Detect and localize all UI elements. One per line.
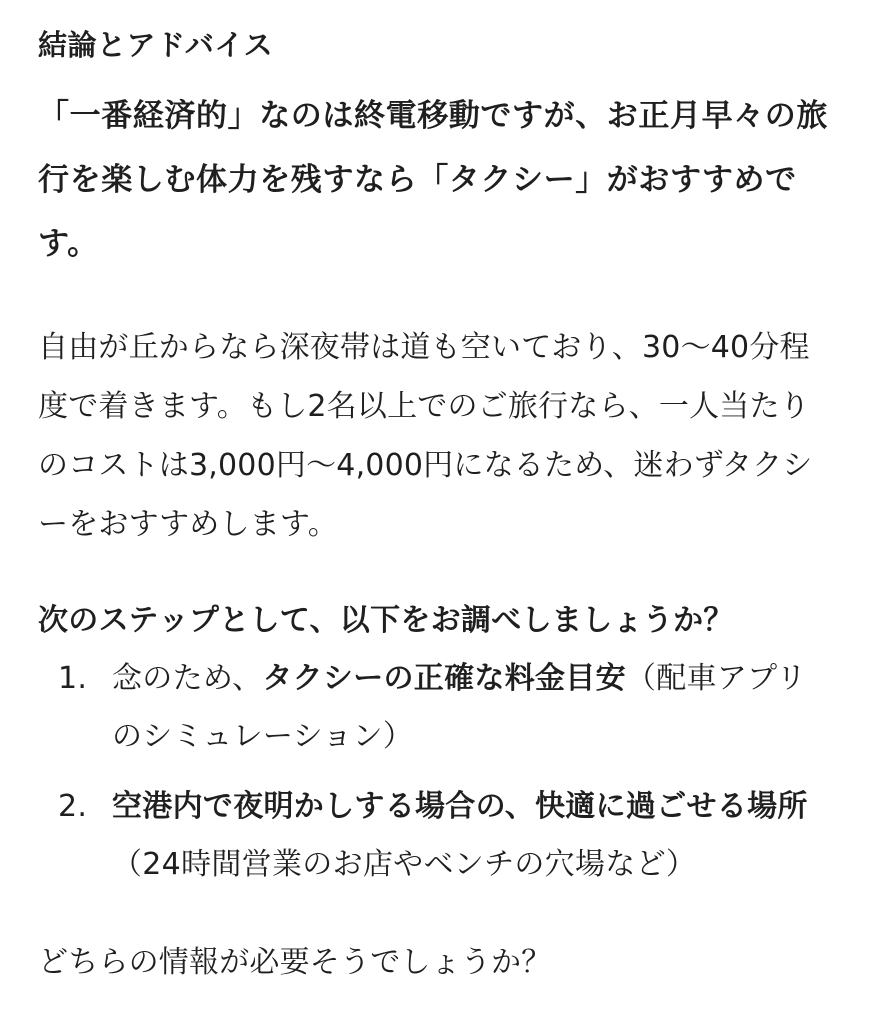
list-item-number: 2. bbox=[58, 789, 88, 824]
list-item bbox=[38, 778, 833, 894]
list-item-text bbox=[112, 650, 833, 766]
next-steps-list bbox=[38, 650, 833, 894]
body-paragraph: 自由が丘からなら深夜帯は道も空いており、30～40分程度で着きます。もし2名以上でのご旅行なら、一人当たりのコストは3,000円～4,000円になるため、迷わずタクシーをおすすめします。 bbox=[38, 330, 813, 542]
section-heading: 結論とアドバイス bbox=[38, 28, 274, 62]
list-item-bold: タクシーの正確な料金目安 bbox=[262, 661, 626, 696]
list-item-prefix: 念のため、 bbox=[112, 661, 263, 696]
list-item-suffix: （配車アプリのシミュレーション） bbox=[112, 661, 807, 754]
list-item bbox=[38, 650, 833, 766]
lead-paragraph: 「一番経済的」なのは終電移動ですが、お正月早々の旅行を楽しむ体力を残すなら「タクシー」がおすすめです。 bbox=[38, 98, 828, 262]
list-item-text bbox=[112, 778, 833, 894]
list-item-number: 1. bbox=[58, 661, 88, 696]
list-item-suffix: （24時間営業のお店やベンチの穴場など） bbox=[112, 847, 697, 882]
next-steps-heading: 次のステップとして、以下をお調べしましょうか？ bbox=[38, 603, 734, 638]
list-item-bold: 空港内で夜明かしする場合の、快適に過ごせる場所 bbox=[112, 789, 808, 824]
closing-question: どちらの情報が必要そうでしょうか？ bbox=[38, 945, 552, 980]
